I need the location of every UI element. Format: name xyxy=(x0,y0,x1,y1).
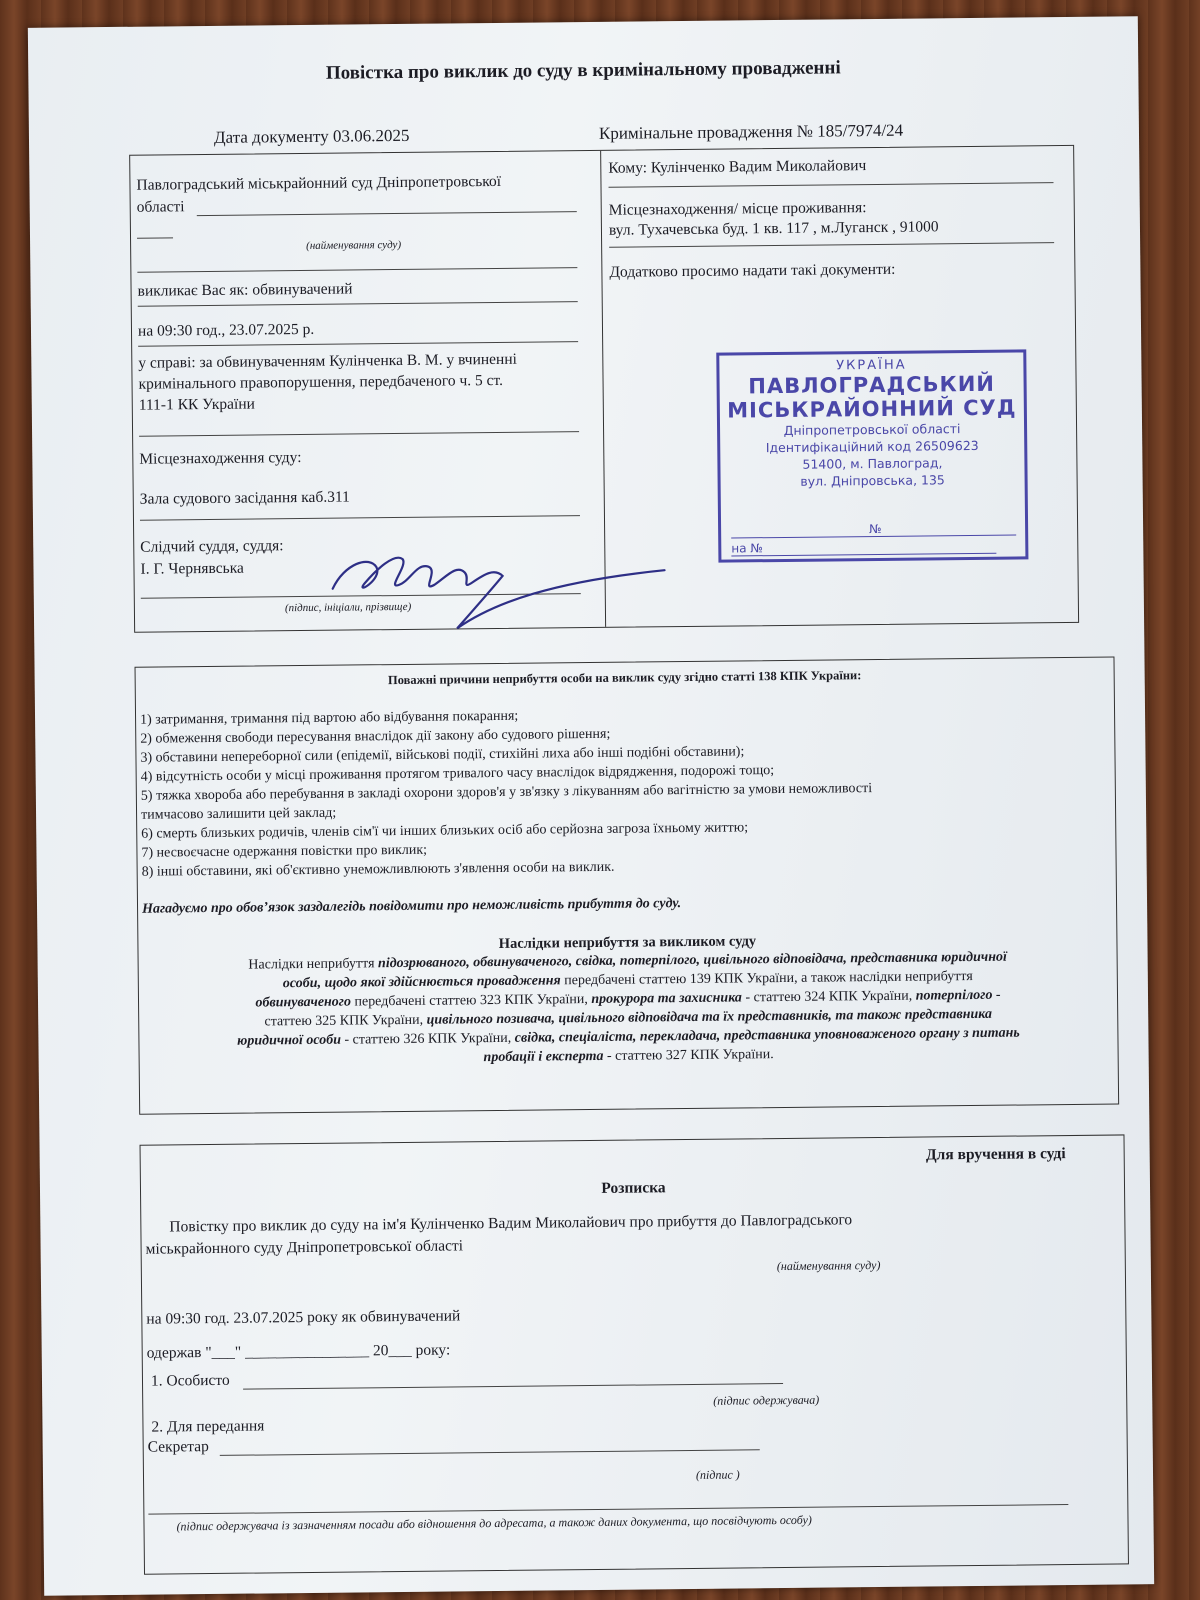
text: обвинуваченого xyxy=(255,994,352,1011)
recipient-address: вул. Тухачевська буд. 1 кв. 117 , м.Луганск , 91000 xyxy=(608,218,939,239)
stamp-line7: вул. Дніпровська, 135 xyxy=(800,472,945,489)
list-item: 1) затримання, тримання під вартою або відбування покарання; xyxy=(139,708,519,728)
row-line xyxy=(138,341,578,347)
called-as: викликає Вас як: обвинувачений xyxy=(137,280,353,300)
receipt-line1: Повістку про виклик до суду на ім'я Кулінченко Вадим Миколайович про прибуття до Павлоградського xyxy=(169,1211,853,1236)
row-line xyxy=(137,267,577,273)
reminder: Нагадуємо про обов’язок заздалегідь повідомити про неможливість прибуття до суду. xyxy=(141,896,682,917)
text: свідка, спеціаліста, перекладача, представника уповноваженого органу з питань xyxy=(514,1025,1020,1046)
text: Наслідки неприбуття xyxy=(248,956,379,973)
personal-caption: (підпис одержувача) xyxy=(713,1392,820,1408)
receipt-line3: на 09:30 год. 23.07.2025 року як обвинувачений xyxy=(146,1307,461,1328)
footer-caption: (підпис одержувача із зазначенням посади або відношення до адресата, а також даних документа, що посвідчують особу) xyxy=(176,1512,812,1534)
reasons-list xyxy=(140,701,1116,882)
text: статтею 325 КПК України, xyxy=(264,1012,427,1030)
court-name-caption: (найменування суду) xyxy=(306,238,402,252)
text: - статтею 324 КПК України, xyxy=(741,988,916,1006)
document-title: Повістка про виклик до суду в кримінальному провадженні xyxy=(325,57,841,84)
text: передбачені статтею 323 КПК України, xyxy=(350,992,592,1010)
personal-signature-line xyxy=(243,1383,783,1390)
recipient: Кому: Кулінченко Вадим Миколайович xyxy=(608,157,867,177)
address-label: Місцезнаходження/ місце проживання: xyxy=(608,199,867,219)
judge-label: Слідчий суддя, суддя: xyxy=(140,537,284,556)
row-line xyxy=(138,301,578,307)
court-name-line2: області xyxy=(136,198,185,216)
text: особи, щодо якої здійснюється провадження xyxy=(282,973,561,992)
text: юридичної особи xyxy=(237,1032,342,1049)
stamp-line6: 51400, м. Павлоград, xyxy=(802,455,943,472)
court-name-line1: Павлоградський міськрайонний суд Дніпропетровської xyxy=(136,172,502,194)
secretary-caption: (підпис ) xyxy=(695,1467,740,1482)
receipt-corner-label: Для вручення в суді xyxy=(925,1145,1066,1164)
transfer-label: 2. Для передання xyxy=(151,1417,265,1436)
document-date: Дата документу 03.06.2025 xyxy=(213,125,410,147)
text: - статтею 326 КПК України, xyxy=(340,1030,515,1048)
judge-signature-icon xyxy=(324,530,685,634)
text: - статтею 327 КПК України. xyxy=(603,1047,774,1064)
stamp-number-label: № xyxy=(869,521,882,537)
court-stamp xyxy=(716,349,1028,562)
hearing-time: на 09:30 год., 23.07.2025 р. xyxy=(137,320,315,340)
received-date: одержав "___" ________________ 20___ року: xyxy=(146,1341,451,1362)
text: прокурора та захисника xyxy=(591,990,742,1008)
judge-name: І. Г. Чернявська xyxy=(140,559,244,578)
text: підозрюваного, обвинуваченого, свідка, потерпілого, цивільного відповідача, представника юридичної xyxy=(377,949,1007,972)
list-item: тимчасово залишити цей заклад; xyxy=(140,805,337,823)
text: цивільного позивача, цивільного відповідача та їх представників, та також представника xyxy=(426,1006,993,1028)
text: пробації і експерта xyxy=(483,1048,604,1066)
list-item: 3) обставини непереборної сили (епідемії, військові події, стихійні лиха або інші подібні обставини); xyxy=(140,744,745,766)
footer-line xyxy=(148,1504,1068,1515)
list-item: 7) несвоєчасне одержання повістки про виклик; xyxy=(141,842,428,861)
row-line xyxy=(139,431,579,437)
row-line xyxy=(609,182,1054,188)
receipt-court-caption: (найменування суду) xyxy=(776,1257,881,1274)
documents-request: Додатково просимо надати такі документи: xyxy=(609,260,896,281)
court-name-underline-2 xyxy=(137,237,173,238)
stamp-line4: Дніпропетровської області xyxy=(783,421,961,438)
list-item: 5) тяжка хвороба або перебування в закладі охорони здоров'я у зв'язку з лікуванням або вагітністю за умови неможливості xyxy=(140,781,873,804)
receipt-section xyxy=(140,1134,1129,1574)
receipt-heading: Розписка xyxy=(601,1179,666,1197)
stamp-line5: Ідентифікаційний код 26509623 xyxy=(765,437,979,456)
list-item: 6) смерть близьких родичів, членів сім'ї чи інших близьких осіб або серйозна загроза їхньому життю; xyxy=(141,820,749,842)
case-description-line3: 111-1 КК України xyxy=(138,395,255,414)
receipt-line2: міськрайонного суду Дніпропетровської області xyxy=(145,1237,464,1258)
case-description-line1: у справі: за обвинуваченням Кулінченка В. М. у вчиненні xyxy=(138,350,518,372)
stamp-reference-label: на № xyxy=(731,539,996,557)
stamp-line1: УКРАЇНА xyxy=(836,357,907,374)
court-location: Зала судового засідання каб.311 xyxy=(139,488,350,508)
reasons-heading: Поважні причини неприбуття особи на виклик суду згідно статті 138 КПК України: xyxy=(387,668,862,688)
reasons-section xyxy=(135,657,1120,1115)
court-location-label: Місцезнаходження суду: xyxy=(139,449,302,468)
secretary-signature-line xyxy=(220,1449,760,1456)
stamp-line3: МІСЬКРАЙОННИЙ СУД xyxy=(727,395,1017,423)
row-line xyxy=(140,515,580,521)
case-number: Кримінальне провадження № 185/7974/24 xyxy=(598,120,904,143)
list-item: 8) інші обставини, які об'єктивно унеможливлюють з'явлення особи на виклик. xyxy=(141,859,615,880)
text: потерпілого - xyxy=(915,987,1001,1004)
case-description-line2: кримінального правопорушення, передбаченого ч. 5 ст. xyxy=(138,371,504,393)
signature-caption: (підпис, ініціали, прізвище) xyxy=(284,600,412,615)
list-item: 2) обмеження свободи пересування внаслідок дії закону або судового рішення; xyxy=(140,726,611,747)
personal-label: 1. Особисто xyxy=(150,1371,230,1390)
stamp-line2: ПАВЛОГРАДСЬКИЙ xyxy=(748,371,996,399)
summons-document xyxy=(28,16,1154,1596)
text: передбачені статтею 139 КПК України, а також наслідки неприбуття xyxy=(560,969,973,989)
court-name-underline xyxy=(197,211,577,216)
consequences-heading: Наслідки неприбуття за викликом суду xyxy=(498,933,757,952)
secretary-label: Секретар xyxy=(147,1438,209,1456)
list-item: 4) відсутність особи у місці проживання протягом тривалого часу внаслідок відрядження, подорожі тощо; xyxy=(140,763,775,785)
row-line xyxy=(609,242,1054,248)
consequences-text xyxy=(139,947,1118,1071)
